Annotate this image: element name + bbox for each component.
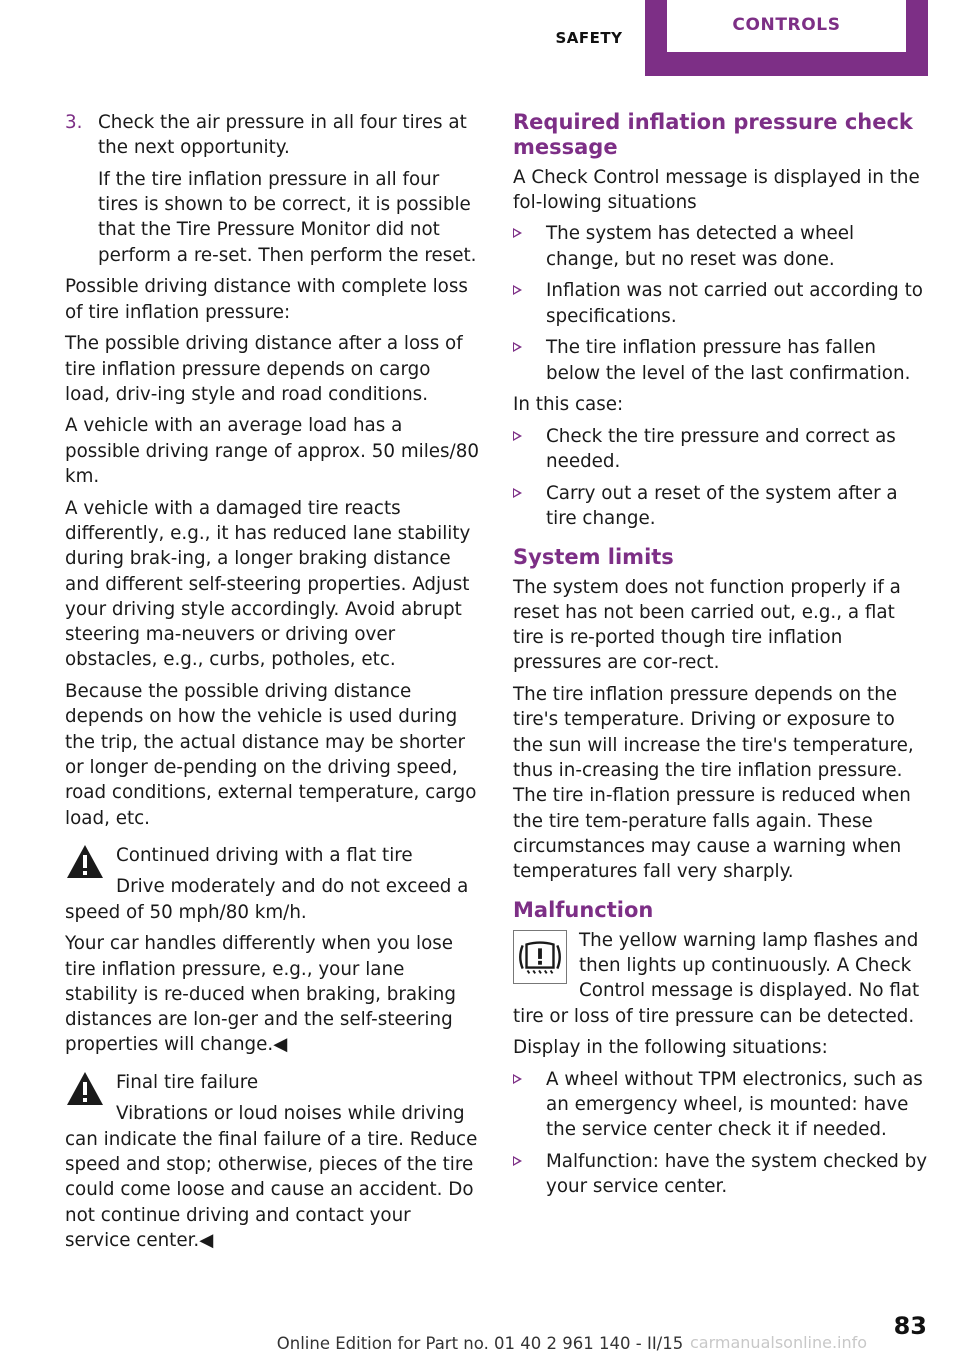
warning-block [65, 843, 481, 1058]
watermark: carmanualsonline.info [690, 1333, 868, 1352]
bullet-list [513, 1067, 928, 1200]
step-text: Check the air pressure in all four tires at the next opportunity. [98, 112, 467, 159]
list-item: A wheel without TPM electronics, such as an emergency wheel, is mounted: have the service center check it if needed. [513, 1067, 928, 1143]
step-number: 3. [65, 112, 83, 133]
footer-edition: Online Edition for Part no. 01 40 2 961 140 - II/15 [276, 1334, 684, 1353]
numbered-step [65, 110, 481, 268]
warning-block [65, 1070, 481, 1253]
paragraph: A vehicle with an average load has a possible driving range of approx. 50 miles/80 km. [65, 415, 479, 488]
warning-text: Drive moderately and do not exceed a speed of 50 mph/80 km/h. [65, 876, 469, 923]
malfunction-line: then lights up continuously. A Check [579, 954, 912, 976]
malfunction-line: tire or loss of tire pressure can be detected. [513, 1005, 915, 1027]
tab-safety: SAFETY [555, 29, 623, 47]
tire-pressure-warning-lamp-icon [513, 930, 567, 984]
bullet-triangle-icon [513, 228, 522, 238]
list-item: Malfunction: have the system checked by your service center. [513, 1149, 928, 1200]
malfunction-line: The yellow warning lamp flashes and [579, 929, 919, 951]
paragraph: In this case: [513, 394, 624, 416]
bullet-triangle-icon [513, 1074, 522, 1084]
bullet-list [513, 221, 928, 385]
list-item: The tire inflation pressure has fallen below the level of the last confirmation. [513, 335, 928, 386]
page-number: 83 [893, 1312, 927, 1340]
warning-title: Continued driving with a flat tire [116, 844, 413, 866]
malfunction-line: Control message is displayed. No flat [579, 980, 920, 1002]
tab-controls [645, 0, 928, 76]
paragraph: Display in the following situations: [513, 1037, 828, 1059]
list-item: Check the tire pressure and correct as needed. [513, 424, 928, 475]
bullet-triangle-icon [513, 1156, 522, 1166]
bullet-triangle-icon [513, 488, 522, 498]
paragraph: The tire inflation pressure depends on the tire's temperature. Driving or exposure to the sun will increase the tire's temperature, thus in‐creasing the tire inflation pressure. The tire in‐flation pressure is reduced when the tire tem‐perature falls again. These circumstances may cause a warning when temperatures fall very sharply. [513, 684, 914, 883]
section-heading: Required inflation pressure check message [513, 110, 913, 160]
warning-triangle-icon [65, 1070, 105, 1108]
section-heading: System limits [513, 545, 674, 570]
right-column [513, 110, 928, 1206]
list-item: Inflation was not carried out according to specifications. [513, 278, 928, 329]
bullet-list [513, 424, 928, 531]
warning-text: Your car handles differently when you lose tire inflation pressure, e.g., your lane stability is re‐duced when braking, braking distances are lon‐ger and the self-steering properties will change.◀ [65, 933, 456, 1056]
list-item: The system has detected a wheel change, but no reset was done. [513, 221, 928, 272]
paragraph: A Check Control message is displayed in the fol‐lowing situations [513, 166, 920, 213]
malfunction-block [513, 928, 928, 1029]
warning-triangle-icon [65, 843, 105, 881]
bullet-triangle-icon [513, 285, 522, 295]
bullet-triangle-icon [513, 431, 522, 441]
tab-controls-label: CONTROLS [667, 0, 906, 52]
left-column [65, 110, 481, 1259]
warning-text: Vibrations or loud noises while driving can indicate the final failure of a tire. Reduce speed and stop; otherwise, pieces of the tire could come loose and cause an accident. Do not continue driving and contact your service center.◀ [65, 1103, 478, 1251]
paragraph: Because the possible driving distance depends on how the vehicle is used during the trip, the actual distance may be shorter or longer de‐pending on the driving speed, road conditions, external temperature, cargo load, etc. [65, 681, 477, 829]
paragraph: A vehicle with a damaged tire reacts differently, e.g., it has reduced lane stability during brak‐ing, a longer braking distance and different self-steering properties. Adjust your driving style accordingly. Avoid abrupt steering ma‐neuvers or driving over obstacles, e.g., curbs, potholes, etc. [65, 497, 471, 671]
paragraph: Possible driving distance with complete loss of tire inflation pressure: [65, 276, 468, 323]
bullet-triangle-icon [513, 342, 522, 352]
list-item: Carry out a reset of the system after a tire change. [513, 481, 928, 532]
warning-title: Final tire failure [116, 1071, 259, 1093]
paragraph: The system does not function properly if a reset has not been carried out, e.g., a flat tire is re‐ported though tire inflation pressures are cor‐rect. [513, 576, 901, 674]
paragraph: The possible driving distance after a loss of tire inflation pressure depends on cargo load, driv‐ing style and road conditions. [65, 333, 463, 405]
section-heading: Malfunction [513, 898, 654, 923]
step-text-continued: If the tire inflation pressure in all four tires is shown to be correct, it is possible that the Tire Pressure Monitor did not perform a re‐set. Then perform the reset. [98, 168, 477, 266]
